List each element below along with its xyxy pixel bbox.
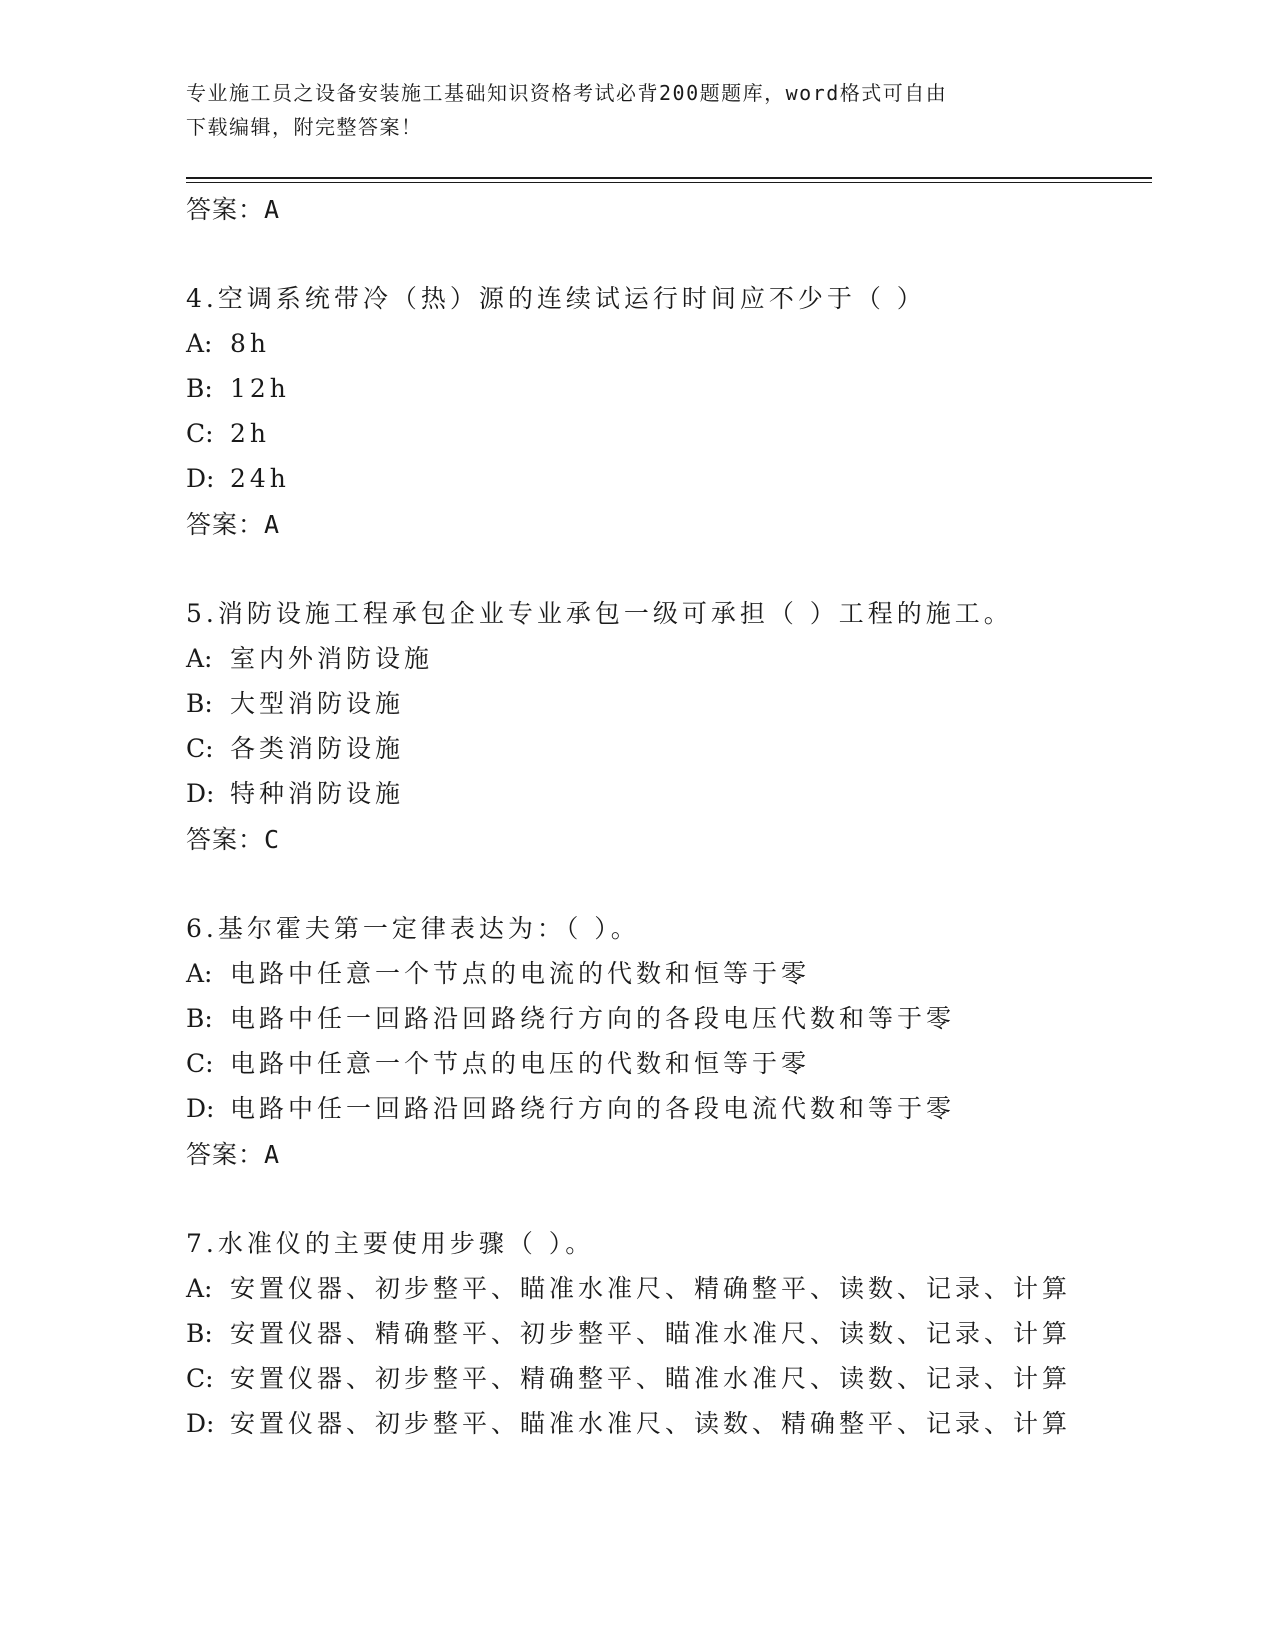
question-text: 5.消防设施工程承包企业专业承包一级可承担（ ）工程的施工。 xyxy=(186,599,1013,628)
answer-label: 答案： xyxy=(186,195,265,224)
answer-value: A xyxy=(264,1140,281,1169)
option-b xyxy=(186,996,1146,1041)
question-block xyxy=(186,906,1146,1179)
option-b xyxy=(186,366,1146,411)
option-letter: A: xyxy=(186,959,213,988)
answer-value: C xyxy=(264,825,281,854)
option-d xyxy=(186,1401,1146,1446)
option-letter: B: xyxy=(186,1319,213,1348)
option-a xyxy=(186,636,1146,681)
option-text: 安置仪器、初步整平、瞄准水准尺、精确整平、读数、记录、计算 xyxy=(230,1274,1072,1303)
option-letter: C: xyxy=(186,1364,214,1393)
question-list xyxy=(186,186,1146,1446)
option-letter: C: xyxy=(186,734,214,763)
answer-line xyxy=(186,186,1146,234)
option-a xyxy=(186,1266,1146,1311)
answer-value: A xyxy=(264,195,281,224)
answer-label: 答案： xyxy=(186,825,265,854)
document-header xyxy=(186,76,1066,144)
option-letter: B: xyxy=(186,689,213,718)
question-text: 4.空调系统带冷（热）源的连续试运行时间应不少于（ ） xyxy=(186,284,926,313)
option-a xyxy=(186,321,1146,366)
option-letter: A: xyxy=(186,1274,213,1303)
option-text: 24h xyxy=(230,464,290,493)
option-text: 电路中任意一个节点的电流的代数和恒等于零 xyxy=(230,959,811,988)
option-text: 电路中任一回路沿回路绕行方向的各段电流代数和等于零 xyxy=(230,1094,956,1123)
option-text: 特种消防设施 xyxy=(230,779,405,808)
answer-line xyxy=(186,816,1146,864)
option-c xyxy=(186,1356,1146,1401)
header-divider xyxy=(186,177,1152,179)
option-d xyxy=(186,456,1146,501)
option-text: 大型消防设施 xyxy=(230,689,405,718)
answer-label: 答案： xyxy=(186,1140,265,1169)
option-letter: B: xyxy=(186,374,213,403)
option-letter: B: xyxy=(186,1004,213,1033)
option-letter: A: xyxy=(186,329,213,358)
option-d xyxy=(186,771,1146,816)
option-text: 室内外消防设施 xyxy=(230,644,434,673)
option-text: 安置仪器、初步整平、精确整平、瞄准水准尺、读数、记录、计算 xyxy=(230,1364,1072,1393)
option-c xyxy=(186,726,1146,771)
option-letter: A: xyxy=(186,644,213,673)
option-text: 电路中任一回路沿回路绕行方向的各段电压代数和等于零 xyxy=(230,1004,956,1033)
header-line-2: 下载编辑，附完整答案！ xyxy=(186,115,423,139)
question-block xyxy=(186,276,1146,549)
option-text: 12h xyxy=(230,374,290,403)
option-letter: D: xyxy=(186,464,215,493)
option-d xyxy=(186,1086,1146,1131)
answer-line xyxy=(186,1131,1146,1179)
option-letter: D: xyxy=(186,1094,215,1123)
answer-label: 答案： xyxy=(186,510,265,539)
option-text: 8h xyxy=(230,329,271,358)
option-text: 安置仪器、初步整平、瞄准水准尺、读数、精确整平、记录、计算 xyxy=(230,1409,1072,1438)
option-text: 安置仪器、精确整平、初步整平、瞄准水准尺、读数、记录、计算 xyxy=(230,1319,1072,1348)
header-line-1: 专业施工员之设备安装施工基础知识资格考试必背200题题库，word格式可自由 xyxy=(186,81,948,105)
answer-value: A xyxy=(264,510,281,539)
question-text: 7.水准仪的主要使用步骤（ ）。 xyxy=(186,1229,595,1258)
option-letter: D: xyxy=(186,1409,215,1438)
header-divider-thin xyxy=(186,182,1152,183)
option-b xyxy=(186,681,1146,726)
option-text: 电路中任意一个节点的电压的代数和恒等于零 xyxy=(230,1049,811,1078)
option-letter: C: xyxy=(186,1049,214,1078)
question-text: 6.基尔霍夫第一定律表达为：（ ）。 xyxy=(186,914,640,943)
option-text: 2h xyxy=(230,419,271,448)
option-letter: D: xyxy=(186,779,215,808)
option-letter: C: xyxy=(186,419,214,448)
answer-line xyxy=(186,501,1146,549)
option-text: 各类消防设施 xyxy=(230,734,405,763)
option-c xyxy=(186,1041,1146,1086)
question-block xyxy=(186,1221,1146,1446)
option-a xyxy=(186,951,1146,996)
option-b xyxy=(186,1311,1146,1356)
option-c xyxy=(186,411,1146,456)
question-block xyxy=(186,591,1146,864)
